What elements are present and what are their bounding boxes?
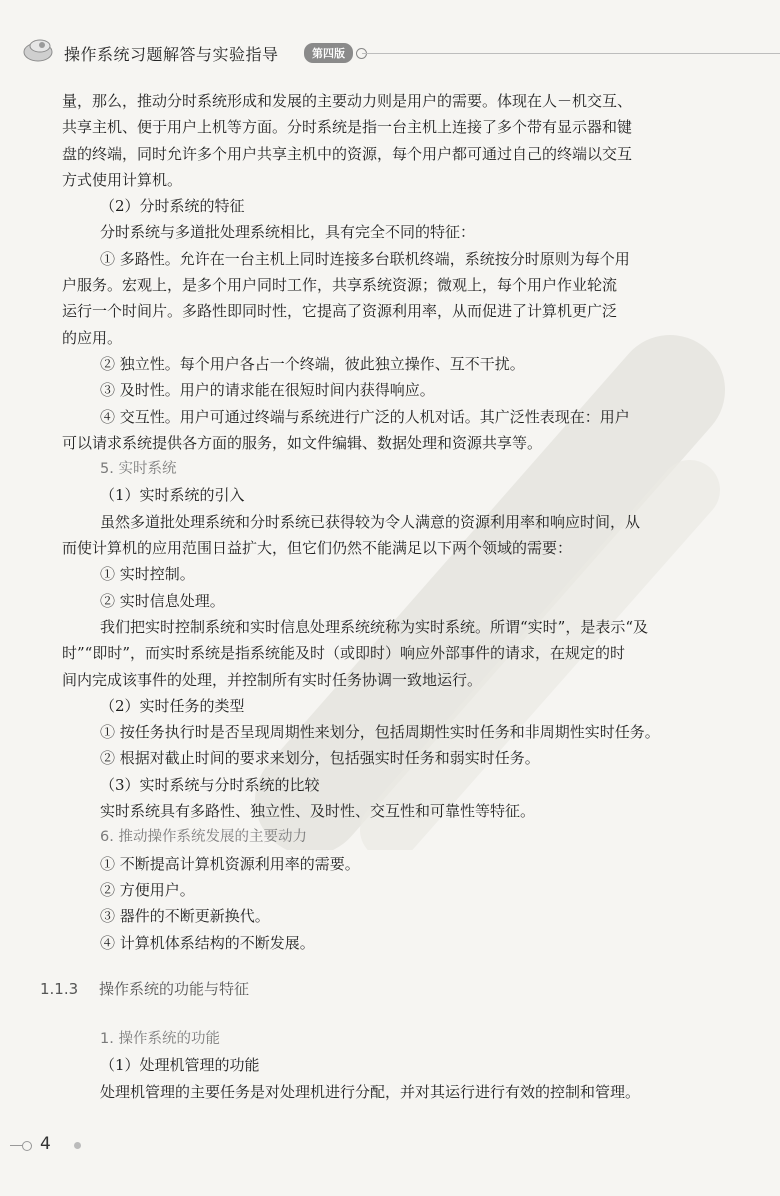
- page-content: [40, 88, 758, 1105]
- text-line: 可以请求系统提供各方面的服务，如文件编辑、数据处理和资源共享等。: [62, 433, 543, 452]
- subsection-number: 1.1.3: [40, 979, 79, 998]
- text-line: ③ 器件的不断更新换代。: [100, 907, 270, 926]
- book-logo-icon: [22, 34, 56, 64]
- subsection-title: 操作系统的功能与特征: [98, 979, 249, 998]
- text-line: （1）实时系统的引入: [100, 486, 245, 505]
- subsection-heading: [40, 976, 758, 1002]
- page-number: 4: [40, 1134, 51, 1154]
- header-title: 操作系统习题解答与实验指导: [64, 45, 279, 64]
- text-line: 分时系统与多道批处理系统相比，具有完全不同的特征：: [100, 223, 476, 242]
- text-line: 而使计算机的应用范围日益扩大，但它们仍然不能满足以下两个领域的需要：: [62, 539, 573, 558]
- text-line: 运行一个时间片。多路性即同时性，它提高了资源利用率，从而促进了计算机更广泛: [62, 302, 618, 321]
- text-line: 虽然多道批处理系统和分时系统已获得较为令人满意的资源利用率和响应时间，从: [100, 512, 641, 531]
- text-line: （2）分时系统的特征: [100, 197, 245, 216]
- text-line: 间内完成该事件的处理，并控制所有实时任务协调一致地运行。: [62, 670, 483, 689]
- page-footer: [0, 1126, 780, 1166]
- text-line: 的应用。: [62, 328, 123, 347]
- footer-dot-left: [22, 1141, 32, 1151]
- text-line: 共享主机、便于用户上机等方面。分时系统是指一台主机上连接了多个带有显示器和键: [62, 118, 633, 137]
- text-line: ① 按任务执行时是否呈现周期性来划分，包括周期性实时任务和非周期性实时任务。: [100, 723, 660, 742]
- tail-text: [62, 1026, 758, 1105]
- text-line: （2）实时任务的类型: [100, 696, 245, 715]
- text-line: ② 方便用户。: [100, 880, 195, 899]
- text-line: 时”“即时”，而实时系统是指系统能及时（或即时）响应外部事件的请求，在规定的时: [62, 644, 626, 663]
- header-rule: [362, 53, 780, 54]
- running-header: [22, 30, 762, 70]
- text-line: ① 实时控制。: [100, 565, 195, 584]
- text-line: ② 独立性。每个用户各占一个终端，彼此独立操作、互不干扰。: [100, 354, 525, 373]
- section-heading: 5. 实时系统: [100, 461, 177, 478]
- text-line: ③ 及时性。用户的请求能在很短时间内获得响应。: [100, 381, 435, 400]
- text-line: 方式使用计算机。: [62, 170, 183, 189]
- text-line: 处理机管理的主要任务是对处理机进行分配，并对其运行进行有效的控制和管理。: [100, 1082, 641, 1101]
- text-line: 量，那么，推动分时系统形成和发展的主要动力则是用户的需要。体现在人－机交互、: [62, 92, 633, 110]
- text-line: （3）实时系统与分时系统的比较: [100, 775, 320, 794]
- edition-badge: 第四版: [304, 43, 353, 63]
- text-line: ② 根据对截止时间的要求来划分，包括强实时任务和弱实时任务。: [100, 749, 540, 768]
- text-line: ④ 计算机体系结构的不断发展。: [100, 933, 315, 952]
- footer-dot-right: [74, 1142, 81, 1149]
- text-line: 盘的终端，同时允许多个用户共享主机中的资源，每个用户都可通过自己的终端以交互: [62, 144, 633, 163]
- text-line: 户服务。宏观上，是多个用户同时工作，共享系统资源；微观上，每个用户作业轮流: [62, 276, 618, 295]
- text-line: ② 实时信息处理。: [100, 591, 225, 610]
- section-heading: 6. 推动操作系统发展的主要动力: [100, 829, 307, 846]
- text-line: （1）处理机管理的功能: [100, 1056, 260, 1075]
- text-line: ① 不断提高计算机资源利用率的需要。: [100, 854, 360, 873]
- text-line: 实时系统具有多路性、独立性、及时性、交互性和可靠性等特征。: [100, 802, 536, 821]
- text-line: 我们把实时控制系统和实时信息处理系统统称为实时系统。所谓“实时”，是表示“及: [100, 617, 649, 636]
- text-line: ① 多路性。允许在一台主机上同时连接多台联机终端，系统按分时原则为每个用: [100, 249, 630, 268]
- text-line: ④ 交互性。用户可通过终端与系统进行广泛的人机对话。其广泛性表现在：用户: [100, 407, 630, 426]
- body-text: [62, 88, 758, 956]
- section-heading: 1. 操作系统的功能: [100, 1031, 220, 1048]
